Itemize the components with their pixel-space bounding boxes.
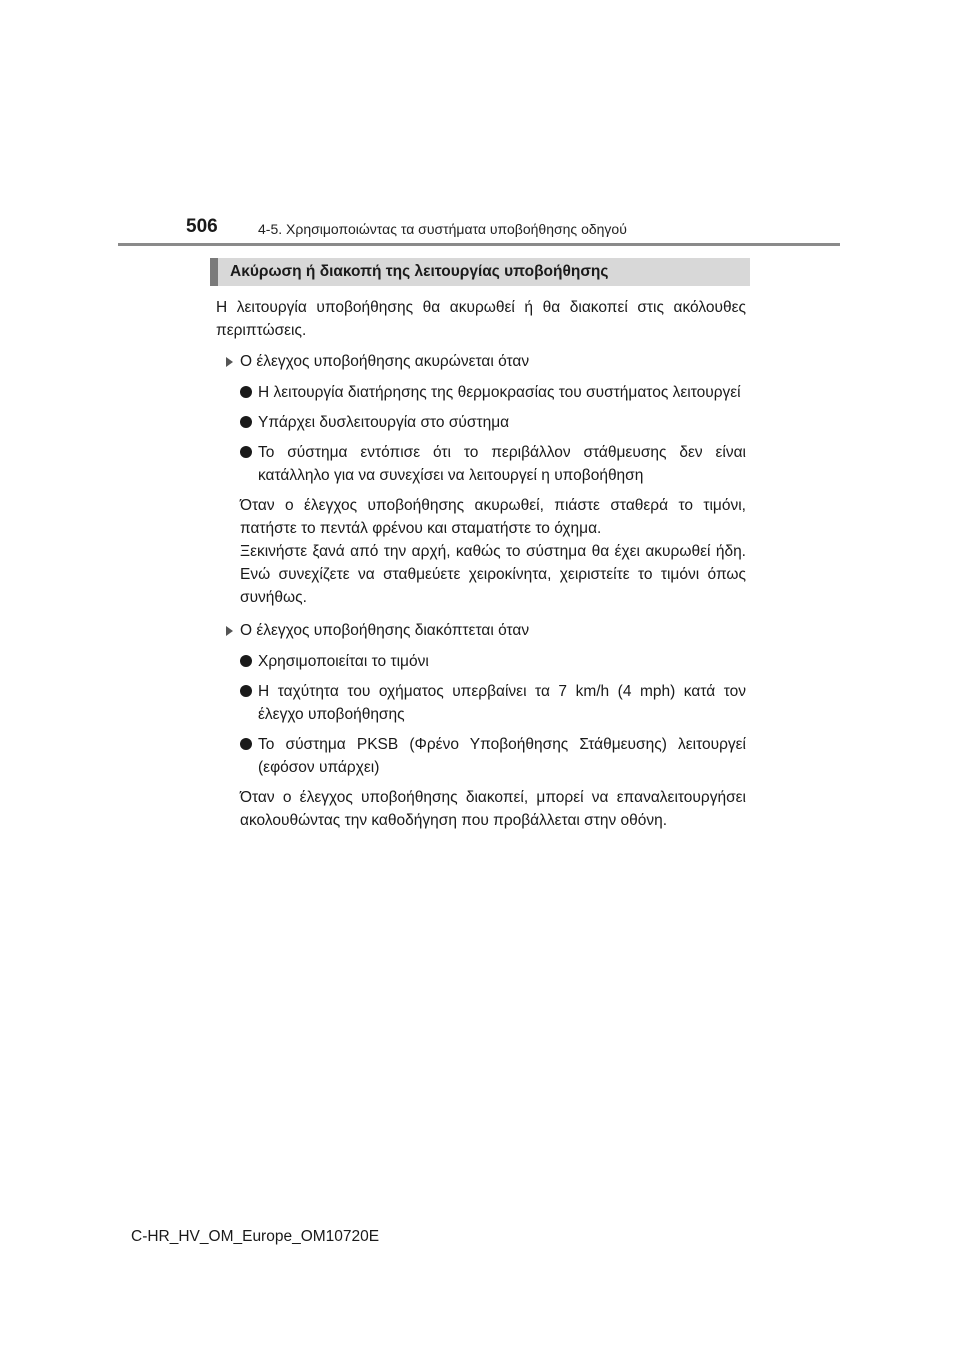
dot-bullet-icon	[240, 685, 252, 697]
list-item	[240, 733, 746, 779]
list-item-text: Η ταχύτητα του οχήματος υπερβαίνει τα 7 km/h (4 mph) κατά τον έλεγχο υποβοήθησης	[258, 683, 746, 723]
intro-paragraph: Η λειτουργία υποβοήθησης θα ακυρωθεί ή θα διακοπεί στις ακόλουθες περιπτώσεις.	[216, 299, 746, 339]
footer-doc-id: C-HR_HV_OM_Europe_OM10720E	[131, 1228, 380, 1245]
list-item-text: Χρησιμοποιείται το τιμόνι	[258, 653, 429, 670]
section-content	[216, 296, 746, 842]
section-title: Ακύρωση ή διακοπή της λειτουργίας υποβοήθησης	[230, 263, 609, 280]
dot-bullet-icon	[240, 655, 252, 667]
triangle-bullet-icon	[226, 626, 233, 636]
dot-bullet-icon	[240, 416, 252, 428]
cancel-note	[216, 494, 746, 609]
suspend-conditions-list	[216, 650, 746, 779]
list-item	[240, 411, 746, 434]
cancel-conditions-list	[216, 381, 746, 487]
list-item	[240, 650, 746, 673]
list-item	[240, 381, 746, 404]
cancel-heading-text: Ο έλεγχος υποβοήθησης ακυρώνεται όταν	[240, 353, 530, 370]
chapter-title: 4-5. Χρησιμοποιώντας τα συστήματα υποβοήθησης οδηγού	[258, 221, 627, 237]
suspend-note-text: Όταν ο έλεγχος υποβοήθησης διακοπεί, μπορεί να επαναλειτουργήσει ακολουθώντας την καθοδήγηση που προβάλλεται στην οθόνη.	[240, 789, 746, 829]
dot-bullet-icon	[240, 446, 252, 458]
dot-bullet-icon	[240, 738, 252, 750]
cancel-note-text: Ξεκινήστε ξανά από την αρχή, καθώς το σύστημα θα έχει ακυρωθεί ήδη. Ενώ συνεχίζετε να σταθμεύετε χειροκίνητα, χειριστείτε το τιμόνι όπως συνήθως.	[240, 543, 746, 606]
list-item	[240, 441, 746, 487]
triangle-bullet-icon	[226, 357, 233, 367]
list-item-text: Το σύστημα εντόπισε ότι το περιβάλλον στάθμευσης δεν είναι κατάλληλο για να συνεχίσει να λειτουργεί η υποβοήθηση	[258, 444, 746, 484]
dot-bullet-icon	[240, 386, 252, 398]
list-item-text: Η λειτουργία διατήρησης της θερμοκρασίας του συστήματος λειτουργεί	[258, 384, 741, 401]
suspend-note	[216, 786, 746, 832]
header-rule	[118, 243, 840, 246]
section-heading	[210, 258, 750, 286]
list-item	[240, 680, 746, 726]
suspend-heading-text: Ο έλεγχος υποβοήθησης διακόπτεται όταν	[240, 622, 530, 639]
cancel-note-text: Όταν ο έλεγχος υποβοήθησης ακυρωθεί, πιάστε σταθερά το τιμόνι, πατήστε το πεντάλ φρένου και σταματήστε το όχημα.	[240, 497, 746, 537]
suspend-heading	[216, 619, 746, 642]
list-item-text: Υπάρχει δυσλειτουργία στο σύστημα	[258, 414, 510, 431]
page-number: 506	[186, 216, 218, 237]
list-item-text: Το σύστημα PKSB (Φρένο Υποβοήθησης Στάθμευσης) λειτουργεί (εφόσον υπάρχει)	[258, 736, 746, 776]
cancel-heading	[216, 350, 746, 373]
